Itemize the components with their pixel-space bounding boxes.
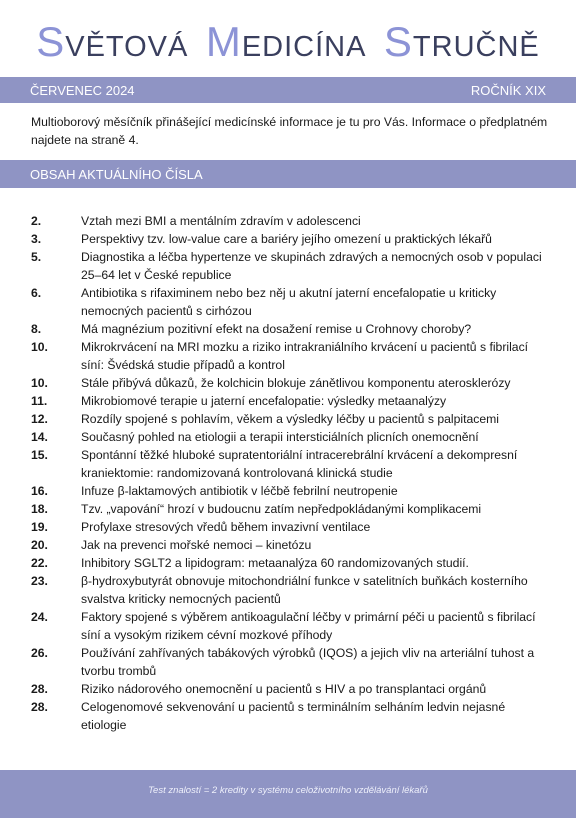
toc-item[interactable] [0,446,576,482]
masthead-title [0,18,576,66]
toc-item[interactable] [0,338,576,374]
toc-title: Riziko nádorového onemocnění u pacientů s HIV a po transplantaci orgánů [81,682,487,696]
toc-title: Infuze β-laktamových antibiotik v léčbě febrilní neutropenie [81,484,398,498]
masthead-word-1: SVĚTOVÁ [36,18,189,65]
toc-item[interactable] [0,284,576,320]
toc-item[interactable] [0,428,576,446]
toc-title: Používání zahřívaných tabákových výrobků (IQOS) a jejich vliv na arteriální tuhost a tvorbu trombů [81,646,535,678]
toc-list [0,212,576,734]
toc-page: 10. [31,340,48,354]
toc-title: Inhibitory SGLT2 a lipidogram: metaanalýza 60 randomizovaných studií. [81,556,469,570]
toc-item[interactable] [0,608,576,644]
toc-item[interactable] [0,248,576,284]
toc-title: Tzv. „vapování“ hrozí v budoucnu zatím nepředpokládanými komplikacemi [81,502,482,516]
toc-title: Perspektivy tzv. low-value care a bariéry jejího omezení u praktických lékařů [81,232,492,246]
toc-item[interactable] [0,680,576,698]
toc-page: 16. [31,484,48,498]
toc-item[interactable] [0,572,576,608]
toc-page: 10. [31,376,48,390]
toc-title: Celogenomové sekvenování u pacientů s terminálním selháním ledvin nejasné etiologie [81,700,506,732]
toc-page: 26. [31,646,48,660]
toc-title: Faktory spojené s výběrem antikoagulační léčby v primární péči u pacientů s fibrilací síní a vysokým rizikem cévní mozkové příhody [81,610,536,642]
toc-page: 8. [31,322,42,336]
toc-title: Současný pohled na etiologii a terapii intersticiálních plicních onemocnění [81,430,479,444]
toc-page: 22. [31,556,48,570]
toc-item[interactable] [0,536,576,554]
toc-item[interactable] [0,374,576,392]
toc-title: β-hydroxybutyrát obnovuje mitochondriální funkce v satelitních buňkách kosterního svalstva kriticky nemocných pacientů [81,574,528,606]
toc-title: Antibiotika s rifaximinem nebo bez něj u akutní jaterní encefalopatie u kriticky nemocných pacientů s cirhózou [81,286,497,318]
toc-page: 15. [31,448,48,462]
toc-title: Vztah mezi BMI a mentálním zdravím v adolescenci [81,214,361,228]
toc-item[interactable] [0,644,576,680]
toc-page: 24. [31,610,48,624]
toc-page: 11. [31,394,48,408]
masthead-word-3: STRUČNĚ [383,18,540,65]
toc-page: 23. [31,574,48,588]
toc-title: Mikrokrvácení na MRI mozku a riziko intrakraniálního krvácení u pacientů s fibrilací síní: Švédská studie případů a kontrol [81,340,529,372]
toc-page: 20. [31,538,48,552]
toc-item[interactable] [0,518,576,536]
toc-title: Diagnostika a léčba hypertenze ve skupinách zdravých a nemocných osob v populaci 25–64 let v České republice [81,250,542,282]
toc-item[interactable] [0,698,576,734]
toc-page: 28. [31,700,48,714]
toc-title: Profylaxe stresových vředů během invazivní ventilace [81,520,371,534]
toc-title: Jak na prevenci mořské nemoci – kinetózu [81,538,312,552]
toc-page: 6. [31,286,42,300]
toc-page: 5. [31,250,42,264]
toc-page: 12. [31,412,48,426]
issue-volume: ROČNÍK XIX [470,83,546,98]
toc-item[interactable] [0,482,576,500]
toc-title: Spontánní těžké hluboké supratentoriální intracerebrální krvácení a dekompresní kraniektomie: randomizovaná kontrolovaná klinická studie [81,448,518,480]
toc-title: Stále přibývá důkazů, že kolchicin blokuje zánětlivou komponentu aterosklerózy [81,376,511,390]
toc-page: 19. [31,520,48,534]
toc-item[interactable] [0,320,576,338]
toc-page: 2. [31,214,42,228]
toc-title: Rozdíly spojené s pohlavím, věkem a výsledky léčby u pacientů s palpitacemi [81,412,499,426]
toc-item[interactable] [0,554,576,572]
issue-month: ČERVENEC 2024 [30,83,135,98]
footer-note: Test znalostí = 2 kredity v systému celoživotního vzdělávání lékařů [0,770,576,818]
issue-bar [0,77,576,103]
toc-page: 18. [31,502,48,516]
toc-title: Mikrobiomové terapie u jaterní encefalopatie: výsledky metaanalýzy [81,394,447,408]
toc-item[interactable] [0,500,576,518]
intro-text: Multioborový měsíčník přinášející medicínské informace je tu pro Vás. Informace o předplatném najdete na straně 4. [31,115,548,147]
toc-heading: OBSAH AKTUÁLNÍHO ČÍSLA [0,160,576,188]
toc-item[interactable] [0,230,576,248]
masthead-word-2: MEDICÍNA [205,18,367,65]
toc-page: 3. [31,232,42,246]
toc-page: 28. [31,682,48,696]
toc-title: Má magnézium pozitivní efekt na dosažení remise u Crohnovy choroby? [81,322,472,336]
toc-item[interactable] [0,212,576,230]
toc-page: 14. [31,430,48,444]
toc-item[interactable] [0,410,576,428]
toc-item[interactable] [0,392,576,410]
